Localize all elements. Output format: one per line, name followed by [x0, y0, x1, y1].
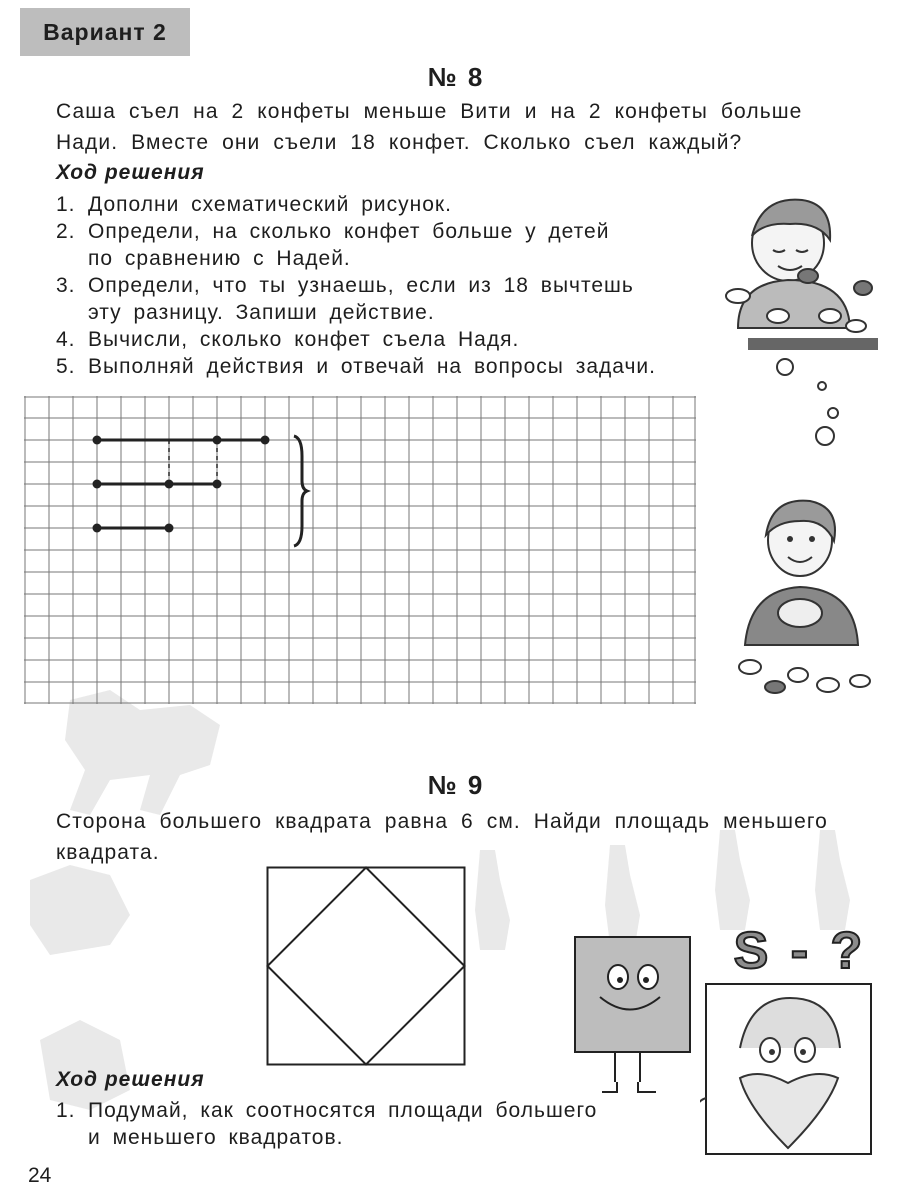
step-item [56, 272, 776, 326]
task-8-steps [56, 191, 776, 380]
task-9-solution-title: Ход решения [56, 1068, 205, 1091]
page-number: 24 [28, 1164, 52, 1187]
scheme-brace [294, 436, 307, 546]
step-text: Подумай, как соотносятся площади большего [88, 1099, 598, 1122]
nested-squares-figure [266, 866, 466, 1066]
step-text: Определи, что ты узнаешь, если из 18 вычтешь [88, 274, 634, 297]
task-8-problem-line: Нади. Вместе они съели 18 конфет. Сколько съел каждый? [56, 131, 743, 154]
step-number: 4. [56, 328, 76, 351]
step-text: Дополни схематический рисунок. [88, 193, 452, 216]
step-text: Выполняй действия и отвечай на вопросы задачи. [88, 355, 656, 378]
step-text: эту разницу. Запиши действие. [88, 301, 435, 324]
step-item [56, 1097, 696, 1151]
step-text: Определи, на сколько конфет больше у детей [88, 220, 610, 243]
step-item [56, 218, 776, 272]
grid-scheme [24, 396, 696, 704]
step-item [56, 191, 776, 218]
step-text: по сравнению с Надей. [88, 247, 351, 270]
step-item [56, 353, 776, 380]
grid-lines [24, 396, 696, 704]
square-character-illustration [570, 932, 700, 1102]
step-item [56, 326, 776, 353]
task-9-number: № 9 [427, 770, 485, 800]
task-8-solution-title: Ход решения [56, 161, 205, 184]
step-number: 1. [56, 193, 76, 216]
task-9-problem-line: Сторона большего квадрата равна 6 см. Найди площадь меньшего [56, 810, 828, 833]
task-8-number: № 8 [427, 62, 485, 92]
step-number: 1. [56, 1099, 76, 1122]
boy-with-candies-illustration [718, 188, 888, 358]
step-number: 3. [56, 274, 76, 297]
step-text: Вычисли, сколько конфет съела Надя. [88, 328, 520, 351]
area-question-text: S - ? [733, 922, 867, 978]
task-8-problem-line: Саша съел на 2 конфеты меньше Вити и на 2 конфеты больше [56, 100, 803, 123]
step-text: и меньшего квадратов. [88, 1126, 344, 1149]
larger-square [268, 868, 465, 1065]
girl-with-candies-illustration [720, 495, 890, 705]
thinking-professor-illustration [700, 978, 880, 1163]
task-9-problem-line: квадрата. [56, 841, 160, 864]
task-8-problem [56, 96, 802, 158]
variant-label: Вариант 2 [20, 8, 190, 56]
thought-bubbles [765, 355, 845, 455]
step-number: 2. [56, 220, 76, 243]
area-question-sign [728, 918, 873, 978]
step-number: 5. [56, 355, 76, 378]
task-9-problem [56, 806, 828, 868]
task-9-steps [56, 1097, 696, 1151]
